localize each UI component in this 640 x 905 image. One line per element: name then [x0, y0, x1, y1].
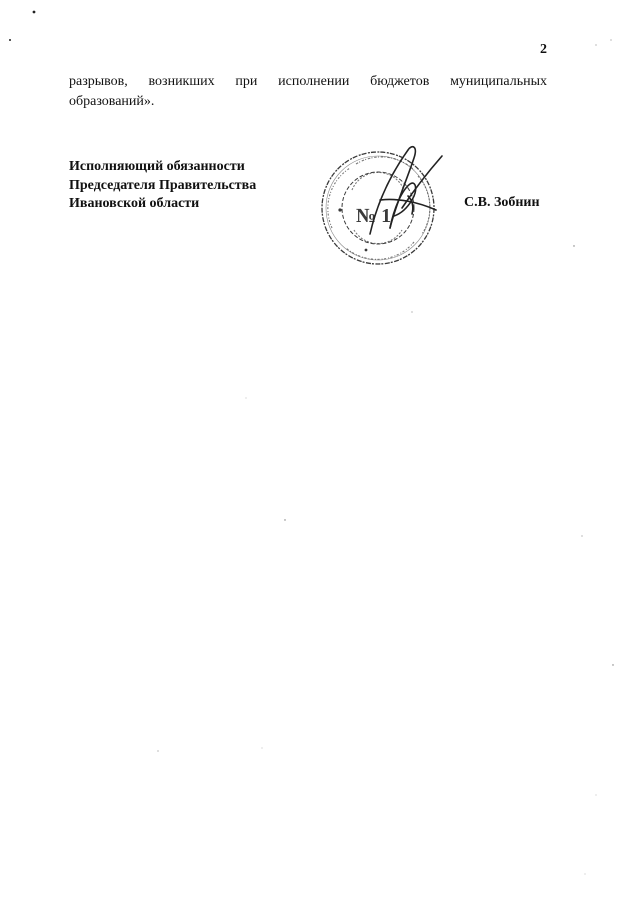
signer-title	[69, 158, 256, 214]
seal-number: № 1	[356, 205, 392, 227]
signer-title-line-2: Председателя Правительства	[69, 177, 257, 193]
official-seal-with-signature	[310, 138, 460, 278]
body-line-1: разрывов, возникших при исполнении бюджетов муниципальных	[69, 74, 547, 89]
page-number: 2	[540, 42, 547, 57]
body-line-2: образований».	[69, 94, 155, 109]
body-paragraph	[69, 72, 547, 112]
signer-title-line-3: Ивановской области	[69, 196, 200, 211]
signer-name: С.В. Зобнин	[464, 195, 540, 210]
signer-title-line-1: Исполняющий обязанности	[69, 159, 245, 174]
